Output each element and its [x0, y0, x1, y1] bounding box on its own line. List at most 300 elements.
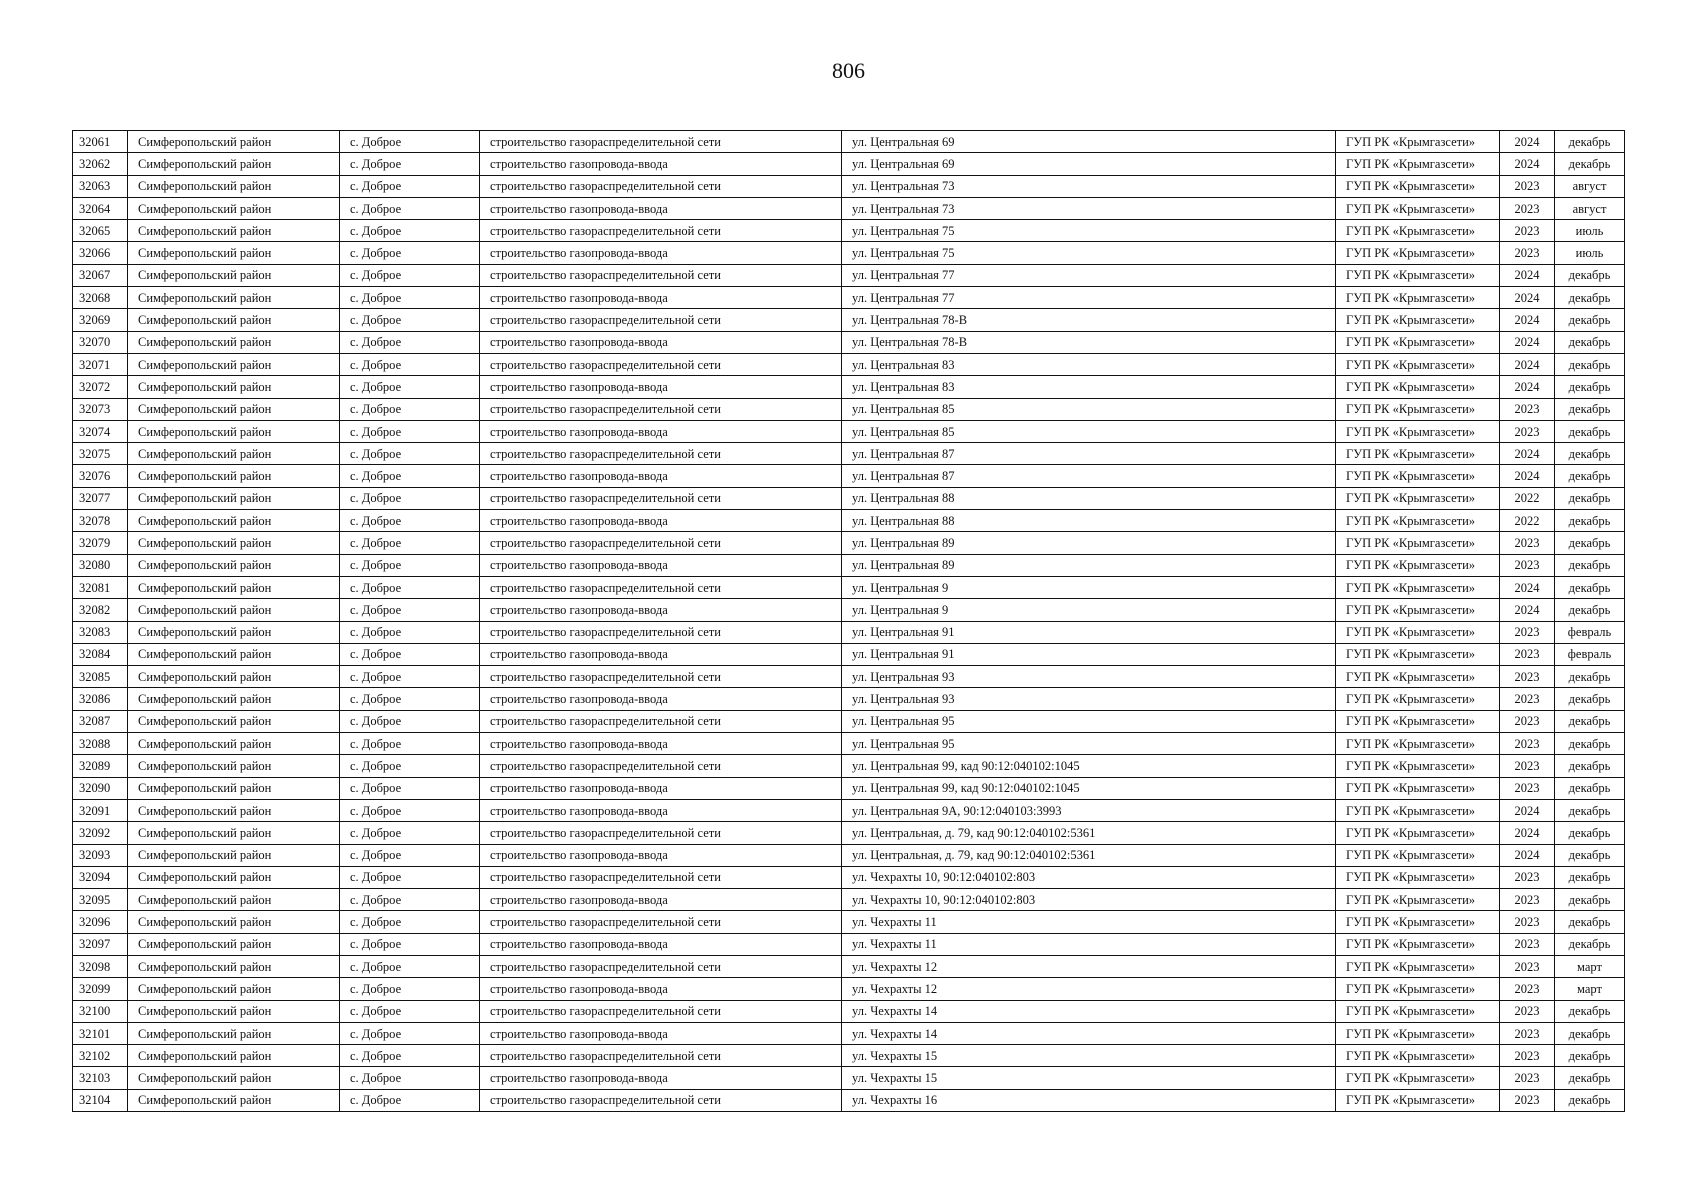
row-number-cell: 32104	[73, 1089, 128, 1111]
year-cell: 2023	[1500, 532, 1555, 554]
district-cell: Симферопольский район	[128, 510, 340, 532]
month-cell: февраль	[1555, 621, 1625, 643]
table-row	[73, 1089, 1625, 1111]
row-number-cell: 32101	[73, 1022, 128, 1044]
address-cell: ул. Центральная, д. 79, кад 90:12:040102:5361	[842, 844, 1336, 866]
table-row	[73, 153, 1625, 175]
work-type-cell: строительство газораспределительной сети	[480, 131, 842, 153]
row-number-cell: 32091	[73, 799, 128, 821]
settlement-cell: с. Доброе	[340, 666, 480, 688]
work-type-cell: строительство газопровода-ввода	[480, 643, 842, 665]
district-cell: Симферопольский район	[128, 353, 340, 375]
row-number-cell: 32080	[73, 554, 128, 576]
operator-cell: ГУП РК «Крымгазсети»	[1336, 955, 1500, 977]
row-number-cell: 32076	[73, 465, 128, 487]
address-cell: ул. Центральная 91	[842, 621, 1336, 643]
operator-cell: ГУП РК «Крымгазсети»	[1336, 510, 1500, 532]
work-type-cell: строительство газопровода-ввода	[480, 1022, 842, 1044]
table-row	[73, 131, 1625, 153]
year-cell: 2023	[1500, 1089, 1555, 1111]
address-cell: ул. Центральная 87	[842, 465, 1336, 487]
settlement-cell: с. Доброе	[340, 978, 480, 1000]
row-number-cell: 32070	[73, 331, 128, 353]
address-cell: ул. Чехрахты 15	[842, 1045, 1336, 1067]
work-type-cell: строительство газораспределительной сети	[480, 487, 842, 509]
row-number-cell: 32102	[73, 1045, 128, 1067]
work-type-cell: строительство газораспределительной сети	[480, 822, 842, 844]
address-cell: ул. Чехрахты 11	[842, 911, 1336, 933]
month-cell: август	[1555, 175, 1625, 197]
operator-cell: ГУП РК «Крымгазсети»	[1336, 733, 1500, 755]
year-cell: 2022	[1500, 487, 1555, 509]
operator-cell: ГУП РК «Крымгазсети»	[1336, 688, 1500, 710]
table-row	[73, 331, 1625, 353]
year-cell: 2023	[1500, 175, 1555, 197]
table-row	[73, 844, 1625, 866]
address-cell: ул. Центральная 78-В	[842, 309, 1336, 331]
year-cell: 2023	[1500, 955, 1555, 977]
work-type-cell: строительство газопровода-ввода	[480, 331, 842, 353]
year-cell: 2023	[1500, 420, 1555, 442]
district-cell: Симферопольский район	[128, 532, 340, 554]
settlement-cell: с. Доброе	[340, 465, 480, 487]
settlement-cell: с. Доброе	[340, 599, 480, 621]
table-row	[73, 933, 1625, 955]
district-cell: Симферопольский район	[128, 465, 340, 487]
operator-cell: ГУП РК «Крымгазсети»	[1336, 1067, 1500, 1089]
operator-cell: ГУП РК «Крымгазсети»	[1336, 755, 1500, 777]
operator-cell: ГУП РК «Крымгазсети»	[1336, 978, 1500, 1000]
table-row	[73, 220, 1625, 242]
address-cell: ул. Центральная 95	[842, 733, 1336, 755]
row-number-cell: 32075	[73, 443, 128, 465]
district-cell: Симферопольский район	[128, 666, 340, 688]
district-cell: Симферопольский район	[128, 220, 340, 242]
row-number-cell: 32086	[73, 688, 128, 710]
row-number-cell: 32067	[73, 264, 128, 286]
settlement-cell: с. Доброе	[340, 955, 480, 977]
operator-cell: ГУП РК «Крымгазсети»	[1336, 844, 1500, 866]
work-type-cell: строительство газораспределительной сети	[480, 911, 842, 933]
work-type-cell: строительство газопровода-ввода	[480, 889, 842, 911]
operator-cell: ГУП РК «Крымгазсети»	[1336, 532, 1500, 554]
row-number-cell: 32083	[73, 621, 128, 643]
year-cell: 2024	[1500, 353, 1555, 375]
operator-cell: ГУП РК «Крымгазсети»	[1336, 933, 1500, 955]
work-type-cell: строительство газопровода-ввода	[480, 978, 842, 1000]
operator-cell: ГУП РК «Крымгазсети»	[1336, 1022, 1500, 1044]
operator-cell: ГУП РК «Крымгазсети»	[1336, 264, 1500, 286]
address-cell: ул. Центральная 69	[842, 131, 1336, 153]
settlement-cell: с. Доброе	[340, 131, 480, 153]
month-cell: декабрь	[1555, 465, 1625, 487]
work-type-cell: строительство газопровода-ввода	[480, 554, 842, 576]
address-cell: ул. Центральная 75	[842, 242, 1336, 264]
row-number-cell: 32069	[73, 309, 128, 331]
address-cell: ул. Центральная 85	[842, 420, 1336, 442]
year-cell: 2023	[1500, 1022, 1555, 1044]
work-type-cell: строительство газопровода-ввода	[480, 376, 842, 398]
year-cell: 2024	[1500, 465, 1555, 487]
row-number-cell: 32097	[73, 933, 128, 955]
row-number-cell: 32096	[73, 911, 128, 933]
year-cell: 2024	[1500, 443, 1555, 465]
settlement-cell: с. Доброе	[340, 933, 480, 955]
row-number-cell: 32089	[73, 755, 128, 777]
table-row	[73, 510, 1625, 532]
month-cell: декабрь	[1555, 933, 1625, 955]
operator-cell: ГУП РК «Крымгазсети»	[1336, 175, 1500, 197]
month-cell: декабрь	[1555, 420, 1625, 442]
work-type-cell: строительство газопровода-ввода	[480, 465, 842, 487]
settlement-cell: с. Доброе	[340, 532, 480, 554]
settlement-cell: с. Доброе	[340, 175, 480, 197]
month-cell: декабрь	[1555, 153, 1625, 175]
work-type-cell: строительство газопровода-ввода	[480, 153, 842, 175]
address-cell: ул. Чехрахты 11	[842, 933, 1336, 955]
work-type-cell: строительство газораспределительной сети	[480, 955, 842, 977]
operator-cell: ГУП РК «Крымгазсети»	[1336, 398, 1500, 420]
district-cell: Симферопольский район	[128, 799, 340, 821]
year-cell: 2024	[1500, 264, 1555, 286]
row-number-cell: 32090	[73, 777, 128, 799]
table-row	[73, 309, 1625, 331]
month-cell: декабрь	[1555, 532, 1625, 554]
address-cell: ул. Центральная 87	[842, 443, 1336, 465]
address-cell: ул. Центральная 91	[842, 643, 1336, 665]
year-cell: 2024	[1500, 376, 1555, 398]
district-cell: Симферопольский район	[128, 1022, 340, 1044]
work-type-cell: строительство газопровода-ввода	[480, 510, 842, 532]
district-cell: Симферопольский район	[128, 264, 340, 286]
work-type-cell: строительство газопровода-ввода	[480, 197, 842, 219]
address-cell: ул. Центральная 99, кад 90:12:040102:1045	[842, 777, 1336, 799]
address-cell: ул. Чехрахты 16	[842, 1089, 1336, 1111]
operator-cell: ГУП РК «Крымгазсети»	[1336, 242, 1500, 264]
row-number-cell: 32082	[73, 599, 128, 621]
district-cell: Симферопольский район	[128, 866, 340, 888]
settlement-cell: с. Доброе	[340, 733, 480, 755]
table-row	[73, 777, 1625, 799]
table-row	[73, 398, 1625, 420]
settlement-cell: с. Доброе	[340, 889, 480, 911]
address-cell: ул. Центральная 9А, 90:12:040103:3993	[842, 799, 1336, 821]
month-cell: декабрь	[1555, 287, 1625, 309]
address-cell: ул. Центральная 75	[842, 220, 1336, 242]
work-type-cell: строительство газораспределительной сети	[480, 710, 842, 732]
settlement-cell: с. Доброе	[340, 398, 480, 420]
row-number-cell: 32095	[73, 889, 128, 911]
row-number-cell: 32063	[73, 175, 128, 197]
row-number-cell: 32079	[73, 532, 128, 554]
month-cell: июль	[1555, 220, 1625, 242]
month-cell: декабрь	[1555, 264, 1625, 286]
district-cell: Симферопольский район	[128, 376, 340, 398]
table-row	[73, 532, 1625, 554]
row-number-cell: 32065	[73, 220, 128, 242]
row-number-cell: 32093	[73, 844, 128, 866]
year-cell: 2024	[1500, 844, 1555, 866]
month-cell: декабрь	[1555, 755, 1625, 777]
settlement-cell: с. Доброе	[340, 643, 480, 665]
table-row	[73, 443, 1625, 465]
settlement-cell: с. Доброе	[340, 799, 480, 821]
month-cell: август	[1555, 197, 1625, 219]
district-cell: Симферопольский район	[128, 242, 340, 264]
work-type-cell: строительство газораспределительной сети	[480, 621, 842, 643]
month-cell: декабрь	[1555, 131, 1625, 153]
work-type-cell: строительство газораспределительной сети	[480, 309, 842, 331]
month-cell: декабрь	[1555, 799, 1625, 821]
operator-cell: ГУП РК «Крымгазсети»	[1336, 666, 1500, 688]
address-cell: ул. Центральная 73	[842, 197, 1336, 219]
settlement-cell: с. Доброе	[340, 264, 480, 286]
address-cell: ул. Центральная 78-В	[842, 331, 1336, 353]
year-cell: 2023	[1500, 1045, 1555, 1067]
year-cell: 2023	[1500, 911, 1555, 933]
work-type-cell: строительство газопровода-ввода	[480, 733, 842, 755]
district-cell: Симферопольский район	[128, 420, 340, 442]
table-row	[73, 911, 1625, 933]
row-number-cell: 32066	[73, 242, 128, 264]
table-row	[73, 175, 1625, 197]
address-cell: ул. Центральная 93	[842, 688, 1336, 710]
address-cell: ул. Чехрахты 10, 90:12:040102:803	[842, 889, 1336, 911]
row-number-cell: 32100	[73, 1000, 128, 1022]
work-type-cell: строительство газораспределительной сети	[480, 264, 842, 286]
work-type-cell: строительство газораспределительной сети	[480, 666, 842, 688]
address-cell: ул. Центральная 88	[842, 510, 1336, 532]
row-number-cell: 32061	[73, 131, 128, 153]
year-cell: 2023	[1500, 398, 1555, 420]
table-row	[73, 376, 1625, 398]
operator-cell: ГУП РК «Крымгазсети»	[1336, 153, 1500, 175]
operator-cell: ГУП РК «Крымгазсети»	[1336, 1000, 1500, 1022]
settlement-cell: с. Доброе	[340, 1000, 480, 1022]
month-cell: декабрь	[1555, 1000, 1625, 1022]
table-row	[73, 242, 1625, 264]
work-type-cell: строительство газораспределительной сети	[480, 353, 842, 375]
month-cell: декабрь	[1555, 398, 1625, 420]
operator-cell: ГУП РК «Крымгазсети»	[1336, 465, 1500, 487]
year-cell: 2023	[1500, 710, 1555, 732]
year-cell: 2023	[1500, 621, 1555, 643]
year-cell: 2024	[1500, 331, 1555, 353]
settlement-cell: с. Доброе	[340, 688, 480, 710]
month-cell: декабрь	[1555, 487, 1625, 509]
settlement-cell: с. Доброе	[340, 1089, 480, 1111]
row-number-cell: 32085	[73, 666, 128, 688]
row-number-cell: 32062	[73, 153, 128, 175]
month-cell: декабрь	[1555, 309, 1625, 331]
operator-cell: ГУП РК «Крымгазсети»	[1336, 599, 1500, 621]
month-cell: декабрь	[1555, 710, 1625, 732]
district-cell: Симферопольский район	[128, 287, 340, 309]
address-cell: ул. Центральная 99, кад 90:12:040102:1045	[842, 755, 1336, 777]
district-cell: Симферопольский район	[128, 1000, 340, 1022]
operator-cell: ГУП РК «Крымгазсети»	[1336, 443, 1500, 465]
work-type-cell: строительство газораспределительной сети	[480, 1089, 842, 1111]
district-cell: Симферопольский район	[128, 643, 340, 665]
district-cell: Симферопольский район	[128, 175, 340, 197]
table-row	[73, 264, 1625, 286]
address-cell: ул. Чехрахты 14	[842, 1022, 1336, 1044]
address-cell: ул. Центральная 73	[842, 175, 1336, 197]
settlement-cell: с. Доброе	[340, 510, 480, 532]
settlement-cell: с. Доброе	[340, 1067, 480, 1089]
settlement-cell: с. Доброе	[340, 376, 480, 398]
district-cell: Симферопольский район	[128, 153, 340, 175]
year-cell: 2023	[1500, 242, 1555, 264]
month-cell: декабрь	[1555, 688, 1625, 710]
address-cell: ул. Центральная 83	[842, 376, 1336, 398]
district-cell: Симферопольский район	[128, 554, 340, 576]
settlement-cell: с. Доброе	[340, 554, 480, 576]
settlement-cell: с. Доброе	[340, 331, 480, 353]
work-type-cell: строительство газопровода-ввода	[480, 287, 842, 309]
table-row	[73, 710, 1625, 732]
operator-cell: ГУП РК «Крымгазсети»	[1336, 576, 1500, 598]
work-type-cell: строительство газораспределительной сети	[480, 443, 842, 465]
year-cell: 2023	[1500, 978, 1555, 1000]
row-number-cell: 32072	[73, 376, 128, 398]
settlement-cell: с. Доброе	[340, 309, 480, 331]
month-cell: декабрь	[1555, 1022, 1625, 1044]
year-cell: 2024	[1500, 131, 1555, 153]
month-cell: июль	[1555, 242, 1625, 264]
table-row	[73, 487, 1625, 509]
year-cell: 2024	[1500, 309, 1555, 331]
row-number-cell: 32077	[73, 487, 128, 509]
table-row	[73, 688, 1625, 710]
year-cell: 2023	[1500, 933, 1555, 955]
district-cell: Симферопольский район	[128, 755, 340, 777]
settlement-cell: с. Доброе	[340, 621, 480, 643]
year-cell: 2024	[1500, 599, 1555, 621]
table-body	[73, 131, 1625, 1112]
table-row	[73, 465, 1625, 487]
year-cell: 2023	[1500, 220, 1555, 242]
operator-cell: ГУП РК «Крымгазсети»	[1336, 710, 1500, 732]
address-cell: ул. Чехрахты 10, 90:12:040102:803	[842, 866, 1336, 888]
address-cell: ул. Центральная 89	[842, 554, 1336, 576]
district-cell: Симферопольский район	[128, 576, 340, 598]
year-cell: 2023	[1500, 777, 1555, 799]
table-row	[73, 621, 1625, 643]
table-row	[73, 1067, 1625, 1089]
operator-cell: ГУП РК «Крымгазсети»	[1336, 889, 1500, 911]
month-cell: декабрь	[1555, 554, 1625, 576]
month-cell: февраль	[1555, 643, 1625, 665]
address-cell: ул. Чехрахты 15	[842, 1067, 1336, 1089]
table-row	[73, 643, 1625, 665]
district-cell: Симферопольский район	[128, 777, 340, 799]
settlement-cell: с. Доброе	[340, 911, 480, 933]
settlement-cell: с. Доброе	[340, 866, 480, 888]
settlement-cell: с. Доброе	[340, 197, 480, 219]
table-row	[73, 889, 1625, 911]
row-number-cell: 32087	[73, 710, 128, 732]
district-cell: Симферопольский район	[128, 710, 340, 732]
address-cell: ул. Центральная 83	[842, 353, 1336, 375]
district-cell: Симферопольский район	[128, 309, 340, 331]
month-cell: декабрь	[1555, 510, 1625, 532]
year-cell: 2024	[1500, 153, 1555, 175]
month-cell: декабрь	[1555, 443, 1625, 465]
settlement-cell: с. Доброе	[340, 822, 480, 844]
month-cell: декабрь	[1555, 822, 1625, 844]
operator-cell: ГУП РК «Крымгазсети»	[1336, 353, 1500, 375]
district-cell: Симферопольский район	[128, 955, 340, 977]
table-row	[73, 599, 1625, 621]
operator-cell: ГУП РК «Крымгазсети»	[1336, 643, 1500, 665]
month-cell: декабрь	[1555, 911, 1625, 933]
month-cell: декабрь	[1555, 376, 1625, 398]
address-cell: ул. Центральная 9	[842, 599, 1336, 621]
address-cell: ул. Центральная 69	[842, 153, 1336, 175]
address-cell: ул. Центральная, д. 79, кад 90:12:040102:5361	[842, 822, 1336, 844]
settlement-cell: с. Доброе	[340, 1022, 480, 1044]
work-type-cell: строительство газопровода-ввода	[480, 599, 842, 621]
row-number-cell: 32081	[73, 576, 128, 598]
work-type-cell: строительство газораспределительной сети	[480, 398, 842, 420]
month-cell: декабрь	[1555, 866, 1625, 888]
settlement-cell: с. Доброе	[340, 220, 480, 242]
settlement-cell: с. Доброе	[340, 353, 480, 375]
operator-cell: ГУП РК «Крымгазсети»	[1336, 554, 1500, 576]
year-cell: 2024	[1500, 799, 1555, 821]
table-row	[73, 1000, 1625, 1022]
row-number-cell: 32064	[73, 197, 128, 219]
row-number-cell: 32094	[73, 866, 128, 888]
work-type-cell: строительство газораспределительной сети	[480, 866, 842, 888]
operator-cell: ГУП РК «Крымгазсети»	[1336, 822, 1500, 844]
settlement-cell: с. Доброе	[340, 443, 480, 465]
operator-cell: ГУП РК «Крымгазсети»	[1336, 309, 1500, 331]
district-cell: Симферопольский район	[128, 487, 340, 509]
year-cell: 2023	[1500, 889, 1555, 911]
work-type-cell: строительство газораспределительной сети	[480, 755, 842, 777]
gasification-table	[72, 130, 1625, 1112]
table-row	[73, 420, 1625, 442]
row-number-cell: 32099	[73, 978, 128, 1000]
operator-cell: ГУП РК «Крымгазсети»	[1336, 220, 1500, 242]
work-type-cell: строительство газопровода-ввода	[480, 420, 842, 442]
row-number-cell: 32084	[73, 643, 128, 665]
work-type-cell: строительство газопровода-ввода	[480, 933, 842, 955]
address-cell: ул. Чехрахты 14	[842, 1000, 1336, 1022]
address-cell: ул. Чехрахты 12	[842, 978, 1336, 1000]
operator-cell: ГУП РК «Крымгазсети»	[1336, 911, 1500, 933]
month-cell: декабрь	[1555, 733, 1625, 755]
year-cell: 2024	[1500, 576, 1555, 598]
work-type-cell: строительство газораспределительной сети	[480, 220, 842, 242]
work-type-cell: строительство газопровода-ввода	[480, 688, 842, 710]
work-type-cell: строительство газораспределительной сети	[480, 1045, 842, 1067]
settlement-cell: с. Доброе	[340, 420, 480, 442]
settlement-cell: с. Доброе	[340, 287, 480, 309]
row-number-cell: 32073	[73, 398, 128, 420]
work-type-cell: строительство газораспределительной сети	[480, 175, 842, 197]
table-row	[73, 733, 1625, 755]
district-cell: Симферопольский район	[128, 889, 340, 911]
row-number-cell: 32071	[73, 353, 128, 375]
district-cell: Симферопольский район	[128, 822, 340, 844]
settlement-cell: с. Доброе	[340, 755, 480, 777]
operator-cell: ГУП РК «Крымгазсети»	[1336, 131, 1500, 153]
address-cell: ул. Центральная 85	[842, 398, 1336, 420]
district-cell: Симферопольский район	[128, 443, 340, 465]
